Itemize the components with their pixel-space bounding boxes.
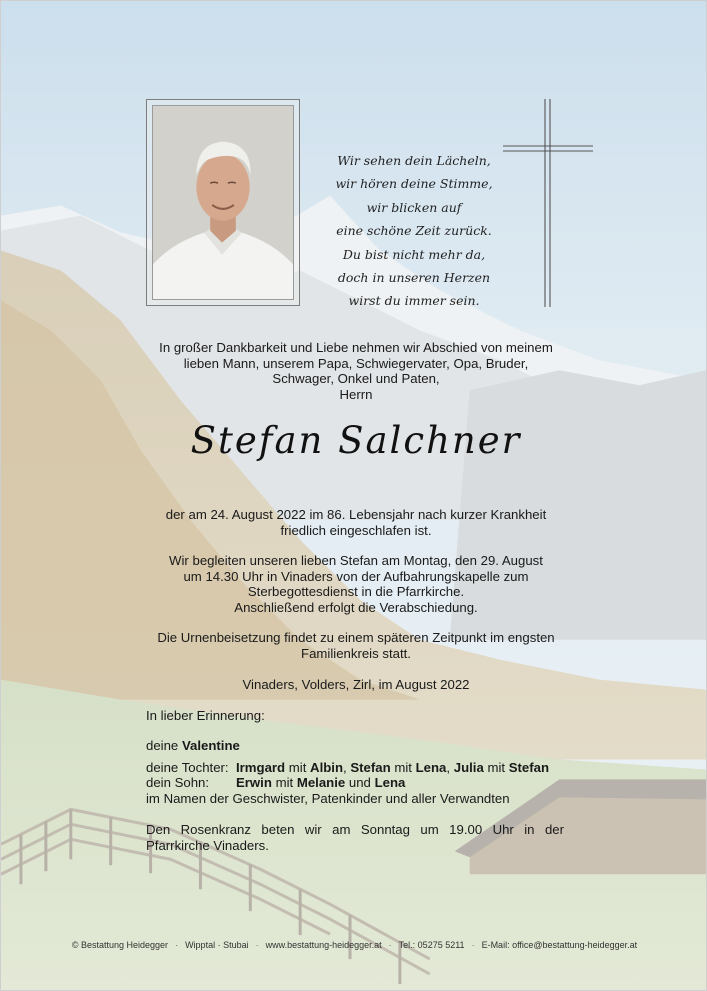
- death-notice: [111, 507, 601, 538]
- mourners-list: [146, 738, 549, 806]
- remembrance-heading: [146, 708, 265, 724]
- place-date-line: Vinaders, Volders, Zirl, im August 2022: [242, 677, 470, 692]
- death-notice-line: friedlich eingeschlafen ist.: [280, 522, 432, 538]
- cross-icon: [501, 97, 595, 309]
- footer-email-link[interactable]: E-Mail: office@bestattung-heidegger.at: [481, 940, 638, 950]
- portrait-frame: [146, 99, 300, 306]
- poem-line: wir blicken auf: [366, 199, 462, 215]
- footer-separator: ·: [388, 940, 392, 950]
- poem-line: Du bist nicht mehr da,: [342, 246, 486, 262]
- intro-text: [111, 340, 601, 402]
- separator: ,: [446, 759, 451, 775]
- person-name: Irmgard: [236, 759, 286, 775]
- separator: ,: [343, 759, 347, 775]
- memorial-poem: [319, 149, 509, 313]
- person-name: Albin: [310, 759, 344, 775]
- footer-separator: ·: [255, 940, 259, 950]
- daughters-names: [236, 760, 549, 776]
- connector-word: und: [348, 775, 371, 791]
- urn-burial-notice: [111, 630, 601, 661]
- footer-website-link[interactable]: www.bestattung-heidegger.at: [265, 940, 382, 950]
- wife-row: [146, 738, 549, 754]
- poem-line: doch in unseren Herzen: [337, 270, 491, 286]
- connector-word: mit: [487, 759, 506, 775]
- footer-phone: Tel.: 05275 5211: [398, 940, 465, 950]
- son-row: [146, 775, 549, 791]
- remembrance-line: In lieber Erinnerung:: [146, 708, 265, 723]
- poem-line: eine schöne Zeit zurück.: [336, 223, 492, 239]
- person-name: Lena: [374, 775, 406, 791]
- footer-separator: ·: [175, 940, 179, 950]
- urn-line: Familienkreis statt.: [301, 645, 411, 661]
- siblings-line: im Namen der Geschwister, Patenkinder und aller Verwandten: [146, 790, 510, 806]
- funeral-line: Wir begleiten unseren lieben Stefan am Montag, den 29. August: [169, 553, 543, 568]
- footer-copyright: © Bestattung Heidegger: [71, 940, 169, 950]
- connector-word: mit: [275, 775, 294, 791]
- connector-word: mit: [288, 759, 307, 775]
- rosary-line: Den Rosenkranz beten wir am Sonntag um 19.00 Uhr in der: [146, 822, 564, 837]
- footer-regions: Wipptal · Stubai: [185, 940, 249, 950]
- wife-prefix: deine: [146, 738, 179, 753]
- daughters-label: deine Tochter:: [146, 759, 229, 775]
- poem-line: wir hören deine Stimme,: [335, 176, 493, 192]
- funeral-details: [111, 553, 601, 615]
- person-name: Erwin: [236, 775, 272, 791]
- portrait-photo: [153, 106, 293, 299]
- person-name: Stefan: [508, 759, 550, 775]
- person-name: Stefan: [350, 759, 391, 775]
- footer: [1, 940, 707, 950]
- poem-line: Wir sehen dein Lächeln,: [337, 153, 491, 168]
- intro-line: Herrn: [339, 386, 373, 402]
- funeral-line: Anschließend erfolgt die Verabschiedung.: [234, 599, 478, 615]
- connector-word: mit: [394, 759, 412, 775]
- person-name: Lena: [415, 759, 447, 775]
- urn-line: Die Urnenbeisetzung findet zu einem späteren Zeitpunkt im engsten: [157, 630, 555, 645]
- son-names: [236, 775, 405, 791]
- intro-line: In großer Dankbarkeit und Liebe nehmen wir Abschied von meinem: [159, 340, 553, 355]
- son-label: dein Sohn:: [146, 775, 210, 791]
- daughters-row: [146, 760, 549, 776]
- death-notice-line: der am 24. August 2022 im 86. Lebensjahr nach kurzer Krankheit: [165, 507, 547, 522]
- place-date: [111, 677, 601, 693]
- intro-line: lieben Mann, unserem Papa, Schwiegervater, Opa, Bruder,: [183, 355, 529, 371]
- deceased-name: Stefan Salchner: [190, 419, 522, 462]
- person-name: Julia: [453, 759, 484, 775]
- footer-separator: ·: [471, 940, 475, 950]
- funeral-line: um 14.30 Uhr in Vinaders von der Aufbahrungskapelle zum: [183, 568, 529, 584]
- person-name: Melanie: [296, 775, 346, 791]
- poem-line: wirst du immer sein.: [348, 293, 480, 309]
- rosary-notice: [146, 822, 564, 853]
- wife-name: Valentine: [181, 738, 240, 753]
- rosary-line: Pfarrkirche Vinaders.: [146, 837, 269, 853]
- intro-line: Schwager, Onkel und Paten,: [272, 371, 440, 387]
- funeral-line: Sterbegottesdienst in die Pfarrkirche.: [247, 584, 465, 600]
